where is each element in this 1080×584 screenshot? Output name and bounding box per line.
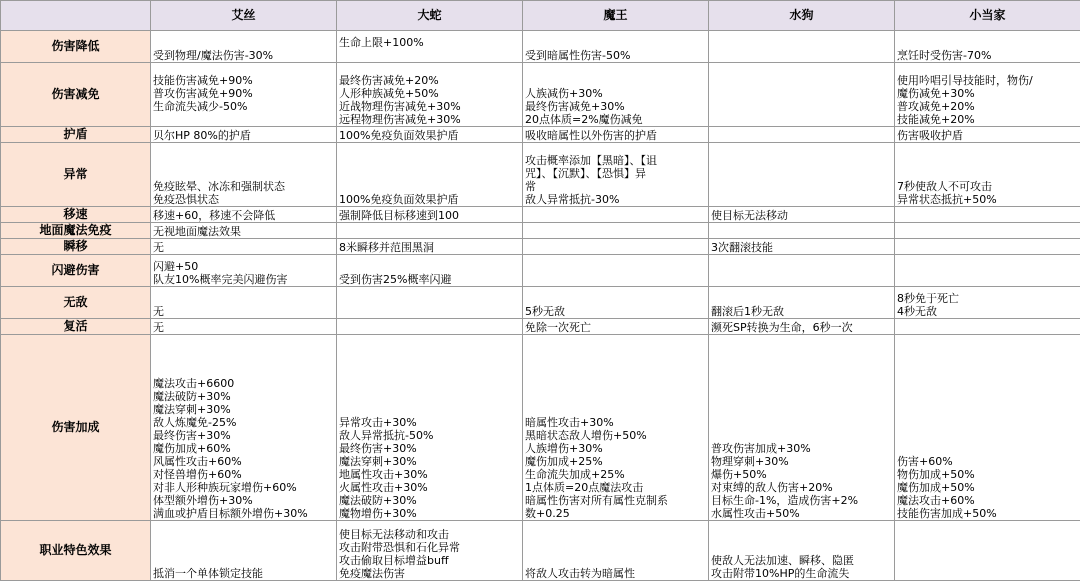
row-header: 瞬移 — [1, 239, 151, 255]
table-row — [1, 287, 1080, 319]
table-cell — [895, 255, 1080, 287]
table-cell — [895, 223, 1080, 239]
cell-line: 暗属性攻击+30% — [525, 416, 614, 429]
table-cell — [523, 335, 709, 521]
cell-line: 8秒免于死亡 — [897, 292, 959, 305]
cell-line: 20点体质=2%魔伤减免 — [525, 113, 643, 126]
cell-line: 8米瞬移并范围黑洞 — [339, 241, 434, 254]
table-row — [1, 207, 1080, 223]
table-row — [1, 239, 1080, 255]
row-header: 伤害减免 — [1, 63, 151, 127]
cell-line: 最终伤害+30% — [339, 442, 417, 455]
row-header: 职业特色效果 — [1, 521, 151, 581]
cell-line: 攻击概率添加【黑暗】、【诅 — [525, 154, 657, 167]
cell-line — [897, 273, 1078, 286]
table-cell — [895, 319, 1080, 335]
table-cell — [709, 287, 895, 319]
cell-line: 攻击附带恐惧和石化异常 — [339, 541, 460, 554]
table-cell — [337, 127, 523, 143]
row-header: 护盾 — [1, 127, 151, 143]
row-header: 地面魔法免疫 — [1, 223, 151, 239]
table-cell — [151, 31, 337, 63]
table-cell — [895, 127, 1080, 143]
cell-line: 技能伤害减免+90% — [153, 74, 253, 87]
table-cell — [151, 255, 337, 287]
table-cell — [709, 31, 895, 63]
table-cell — [523, 319, 709, 335]
cell-line: 无 — [153, 321, 164, 334]
table-cell — [523, 143, 709, 207]
cell-line: 目标生命-1%，造成伤害+2% — [711, 494, 859, 507]
cell-line: 最终伤害+30% — [153, 429, 231, 442]
column-header-mowang: 魔王 — [523, 1, 709, 31]
table-cell — [337, 143, 523, 207]
cell-line: 1点体质=20点魔法攻击 — [525, 481, 644, 494]
cell-line: 物理穿刺+30% — [711, 455, 789, 468]
table-cell — [709, 335, 895, 521]
cell-line: 伤害吸收护盾 — [897, 129, 963, 142]
cell-line — [711, 129, 892, 142]
table-cell — [709, 255, 895, 287]
cell-line: 生命上限+100% — [339, 36, 424, 49]
cell-line: 濒死SP转换为生命，6秒一次 — [711, 321, 853, 334]
table-cell — [523, 521, 709, 581]
cell-line: 3次翻滚技能 — [711, 241, 773, 254]
cell-line: 移速+60，移速不会降低 — [153, 209, 276, 222]
table-cell — [523, 287, 709, 319]
table-cell — [151, 287, 337, 319]
cell-line: 对怪兽增伤+60% — [153, 468, 242, 481]
cell-line: 普攻伤害减免+90% — [153, 87, 253, 100]
column-header-dashe: 大蛇 — [337, 1, 523, 31]
table-cell — [895, 521, 1080, 581]
table-row — [1, 335, 1080, 521]
table-cell — [709, 239, 895, 255]
table-cell — [523, 63, 709, 127]
cell-line: 免疫恐惧状态 — [153, 193, 219, 206]
cell-line: 异常状态抵抗+50% — [897, 193, 997, 206]
cell-line: 5秒无敌 — [525, 305, 565, 318]
table-cell — [709, 319, 895, 335]
table-cell — [151, 335, 337, 521]
cell-line: 免疫眩晕、冰冻和强制状态 — [153, 180, 285, 193]
cell-line: 受到伤害25%概率闪避 — [339, 273, 452, 286]
header-row — [1, 1, 1080, 31]
table-cell — [895, 207, 1080, 223]
table-row — [1, 127, 1080, 143]
cell-line: 魔法破防+30% — [153, 390, 231, 403]
cell-line: 爆伤+50% — [711, 468, 767, 481]
column-header-shuigou: 水狗 — [709, 1, 895, 31]
cell-line — [897, 225, 1078, 238]
table-cell — [895, 143, 1080, 207]
cell-line: 攻击偷取目标增益buff — [339, 554, 449, 567]
table-cell — [337, 335, 523, 521]
table-cell — [337, 521, 523, 581]
table-cell — [709, 143, 895, 207]
table-row — [1, 31, 1080, 63]
table-cell — [895, 63, 1080, 127]
row-header: 移速 — [1, 207, 151, 223]
cell-line — [897, 567, 1078, 580]
cell-line: 敌人炼魔免-25% — [153, 416, 237, 429]
cell-line: 魔物增伤+30% — [339, 507, 417, 520]
table-cell — [337, 319, 523, 335]
cell-line: 使用吟唱引导技能时，物伤/ — [897, 74, 1033, 87]
row-header: 伤害加成 — [1, 335, 151, 521]
cell-line: 魔法攻击+60% — [897, 494, 975, 507]
table-cell — [337, 239, 523, 255]
cell-line — [897, 209, 1078, 222]
cell-line — [153, 113, 334, 126]
table-row — [1, 223, 1080, 239]
cell-line: 无视地面魔法效果 — [153, 225, 241, 238]
table-cell — [337, 223, 523, 239]
cell-line: 魔伤加成+25% — [525, 455, 603, 468]
column-header-xiaodangjia: 小当家 — [895, 1, 1080, 31]
cell-line: 魔伤加成+50% — [897, 481, 975, 494]
table-cell — [523, 207, 709, 223]
cell-line: 吸收暗属性以外伤害的护盾 — [525, 129, 657, 142]
table-cell — [151, 319, 337, 335]
cell-line: 魔法攻击+6600 — [153, 377, 235, 390]
cell-line — [525, 225, 706, 238]
table-cell — [523, 239, 709, 255]
row-header: 异常 — [1, 143, 151, 207]
cell-line: 伤害+60% — [897, 455, 953, 468]
row-header: 闪避伤害 — [1, 255, 151, 287]
cell-line: 对束缚的敌人伤害+20% — [711, 481, 833, 494]
table-cell — [337, 31, 523, 63]
cell-line — [711, 49, 892, 62]
cell-line — [711, 193, 892, 206]
cell-line: 敌人异常抵抗-30% — [525, 193, 620, 206]
cell-line: 免疫魔法伤害 — [339, 567, 405, 580]
cell-line: 常 — [525, 180, 536, 193]
cell-line: 满血或护盾目标额外增伤+30% — [153, 507, 308, 520]
cell-line: 无 — [153, 305, 164, 318]
cell-line: 魔法破防+30% — [339, 494, 417, 507]
table-cell — [523, 223, 709, 239]
cell-line: 使敌人无法加速、瞬移、隐匿 — [711, 554, 854, 567]
cell-line: 受到物理/魔法伤害-30% — [153, 49, 274, 62]
cell-line — [897, 241, 1078, 254]
table-cell — [523, 255, 709, 287]
cell-line — [711, 225, 892, 238]
cell-line — [711, 273, 892, 286]
row-header: 伤害降低 — [1, 31, 151, 63]
table-cell — [895, 31, 1080, 63]
cell-line: 人形种族减免+50% — [339, 87, 439, 100]
cell-line: 火属性攻击+30% — [339, 481, 428, 494]
cell-line: 强制降低目标移速到100 — [339, 209, 459, 222]
cell-line: 近战物理伤害减免+30% — [339, 100, 461, 113]
cell-line: 水属性攻击+50% — [711, 507, 800, 520]
cell-line: 使目标无法移动 — [711, 209, 788, 222]
row-header: 无敌 — [1, 287, 151, 319]
cell-line: 免除一次死亡 — [525, 321, 591, 334]
table-cell — [151, 143, 337, 207]
cell-line: 风属性攻击+60% — [153, 455, 242, 468]
column-header-aisi: 艾丝 — [151, 1, 337, 31]
cell-line: 100%免疫负面效果护盾 — [339, 129, 459, 142]
table-cell — [895, 239, 1080, 255]
table-row — [1, 255, 1080, 287]
cell-line: 敌人异常抵抗-50% — [339, 429, 434, 442]
cell-line: 数+0.25 — [525, 507, 570, 520]
cell-line: 魔伤加成+60% — [153, 442, 231, 455]
table-cell — [709, 521, 895, 581]
table-cell — [151, 207, 337, 223]
row-header: 复活 — [1, 319, 151, 335]
cell-line: 人族减伤+30% — [525, 87, 603, 100]
cell-line: 受到暗属性伤害-50% — [525, 49, 631, 62]
cell-line: 100%免疫负面效果护盾 — [339, 193, 459, 206]
cell-line: 最终伤害减免+30% — [525, 100, 625, 113]
cell-line — [339, 49, 520, 62]
cell-line: 生命流失加成+25% — [525, 468, 625, 481]
table-row — [1, 521, 1080, 581]
cell-line: 人族增伤+30% — [525, 442, 603, 455]
cell-line: 7秒使敌人不可攻击 — [897, 180, 992, 193]
table-cell — [151, 223, 337, 239]
cell-line: 抵消一个单体锁定技能 — [153, 567, 263, 580]
cell-line — [711, 113, 892, 126]
cell-line: 黑暗状态敌人增伤+50% — [525, 429, 647, 442]
cell-line — [525, 273, 706, 286]
cell-line: 将敌人攻击转为暗属性 — [525, 567, 635, 580]
cell-line: 体型额外增伤+30% — [153, 494, 253, 507]
cell-line: 技能减免+20% — [897, 113, 975, 126]
cell-line: 攻击附带10%HP的生命流失 — [711, 567, 850, 580]
table-cell — [709, 63, 895, 127]
cell-line: 使目标无法移动和攻击 — [339, 528, 449, 541]
cell-line — [339, 305, 520, 318]
cell-line: 烹饪时受伤害-70% — [897, 49, 992, 62]
cell-line: 翻滚后1秒无敌 — [711, 305, 784, 318]
table-row — [1, 143, 1080, 207]
cell-line: 魔法穿刺+30% — [153, 403, 231, 416]
table-row — [1, 319, 1080, 335]
cell-line: 暗属性伤害对所有属性克制系 — [525, 494, 668, 507]
cell-line: 物伤加成+50% — [897, 468, 975, 481]
cell-line: 队友10%概率完美闪避伤害 — [153, 273, 288, 286]
cell-line: 对非人形种族玩家增伤+60% — [153, 481, 297, 494]
cell-line: 最终伤害减免+20% — [339, 74, 439, 87]
cell-line: 地属性攻击+30% — [339, 468, 428, 481]
cell-line: 普攻伤害加成+30% — [711, 442, 811, 455]
table-cell — [151, 239, 337, 255]
cell-line: 4秒无敌 — [897, 305, 937, 318]
cell-line — [339, 225, 520, 238]
cell-line: 魔法穿刺+30% — [339, 455, 417, 468]
table-cell — [895, 335, 1080, 521]
table-cell — [709, 207, 895, 223]
table-cell — [337, 287, 523, 319]
cell-line — [525, 241, 706, 254]
cell-line: 远程物理伤害减免+30% — [339, 113, 461, 126]
table-cell — [337, 207, 523, 223]
table-cell — [895, 287, 1080, 319]
cell-line: 生命流失减少-50% — [153, 100, 248, 113]
table-cell — [523, 31, 709, 63]
table-cell — [151, 127, 337, 143]
cell-line — [339, 321, 520, 334]
table-cell — [337, 255, 523, 287]
cell-line: 魔伤减免+30% — [897, 87, 975, 100]
cell-line: 贝尔HP 80%的护盾 — [153, 129, 251, 142]
cell-line — [525, 209, 706, 222]
cell-line: 普攻减免+20% — [897, 100, 975, 113]
table-cell — [709, 223, 895, 239]
table-cell — [151, 63, 337, 127]
table-cell — [523, 127, 709, 143]
cell-line: 无 — [153, 241, 164, 254]
table-cell — [337, 63, 523, 127]
table-cell — [151, 521, 337, 581]
cell-line: 闪避+50 — [153, 260, 199, 273]
table-cell — [709, 127, 895, 143]
cell-line: 异常攻击+30% — [339, 416, 417, 429]
corner-cell — [1, 1, 151, 31]
cell-line: 咒】、【沉默】、【恐惧】异 — [525, 167, 646, 180]
cell-line: 技能伤害加成+50% — [897, 507, 997, 520]
cell-line — [897, 321, 1078, 334]
table-row — [1, 63, 1080, 127]
